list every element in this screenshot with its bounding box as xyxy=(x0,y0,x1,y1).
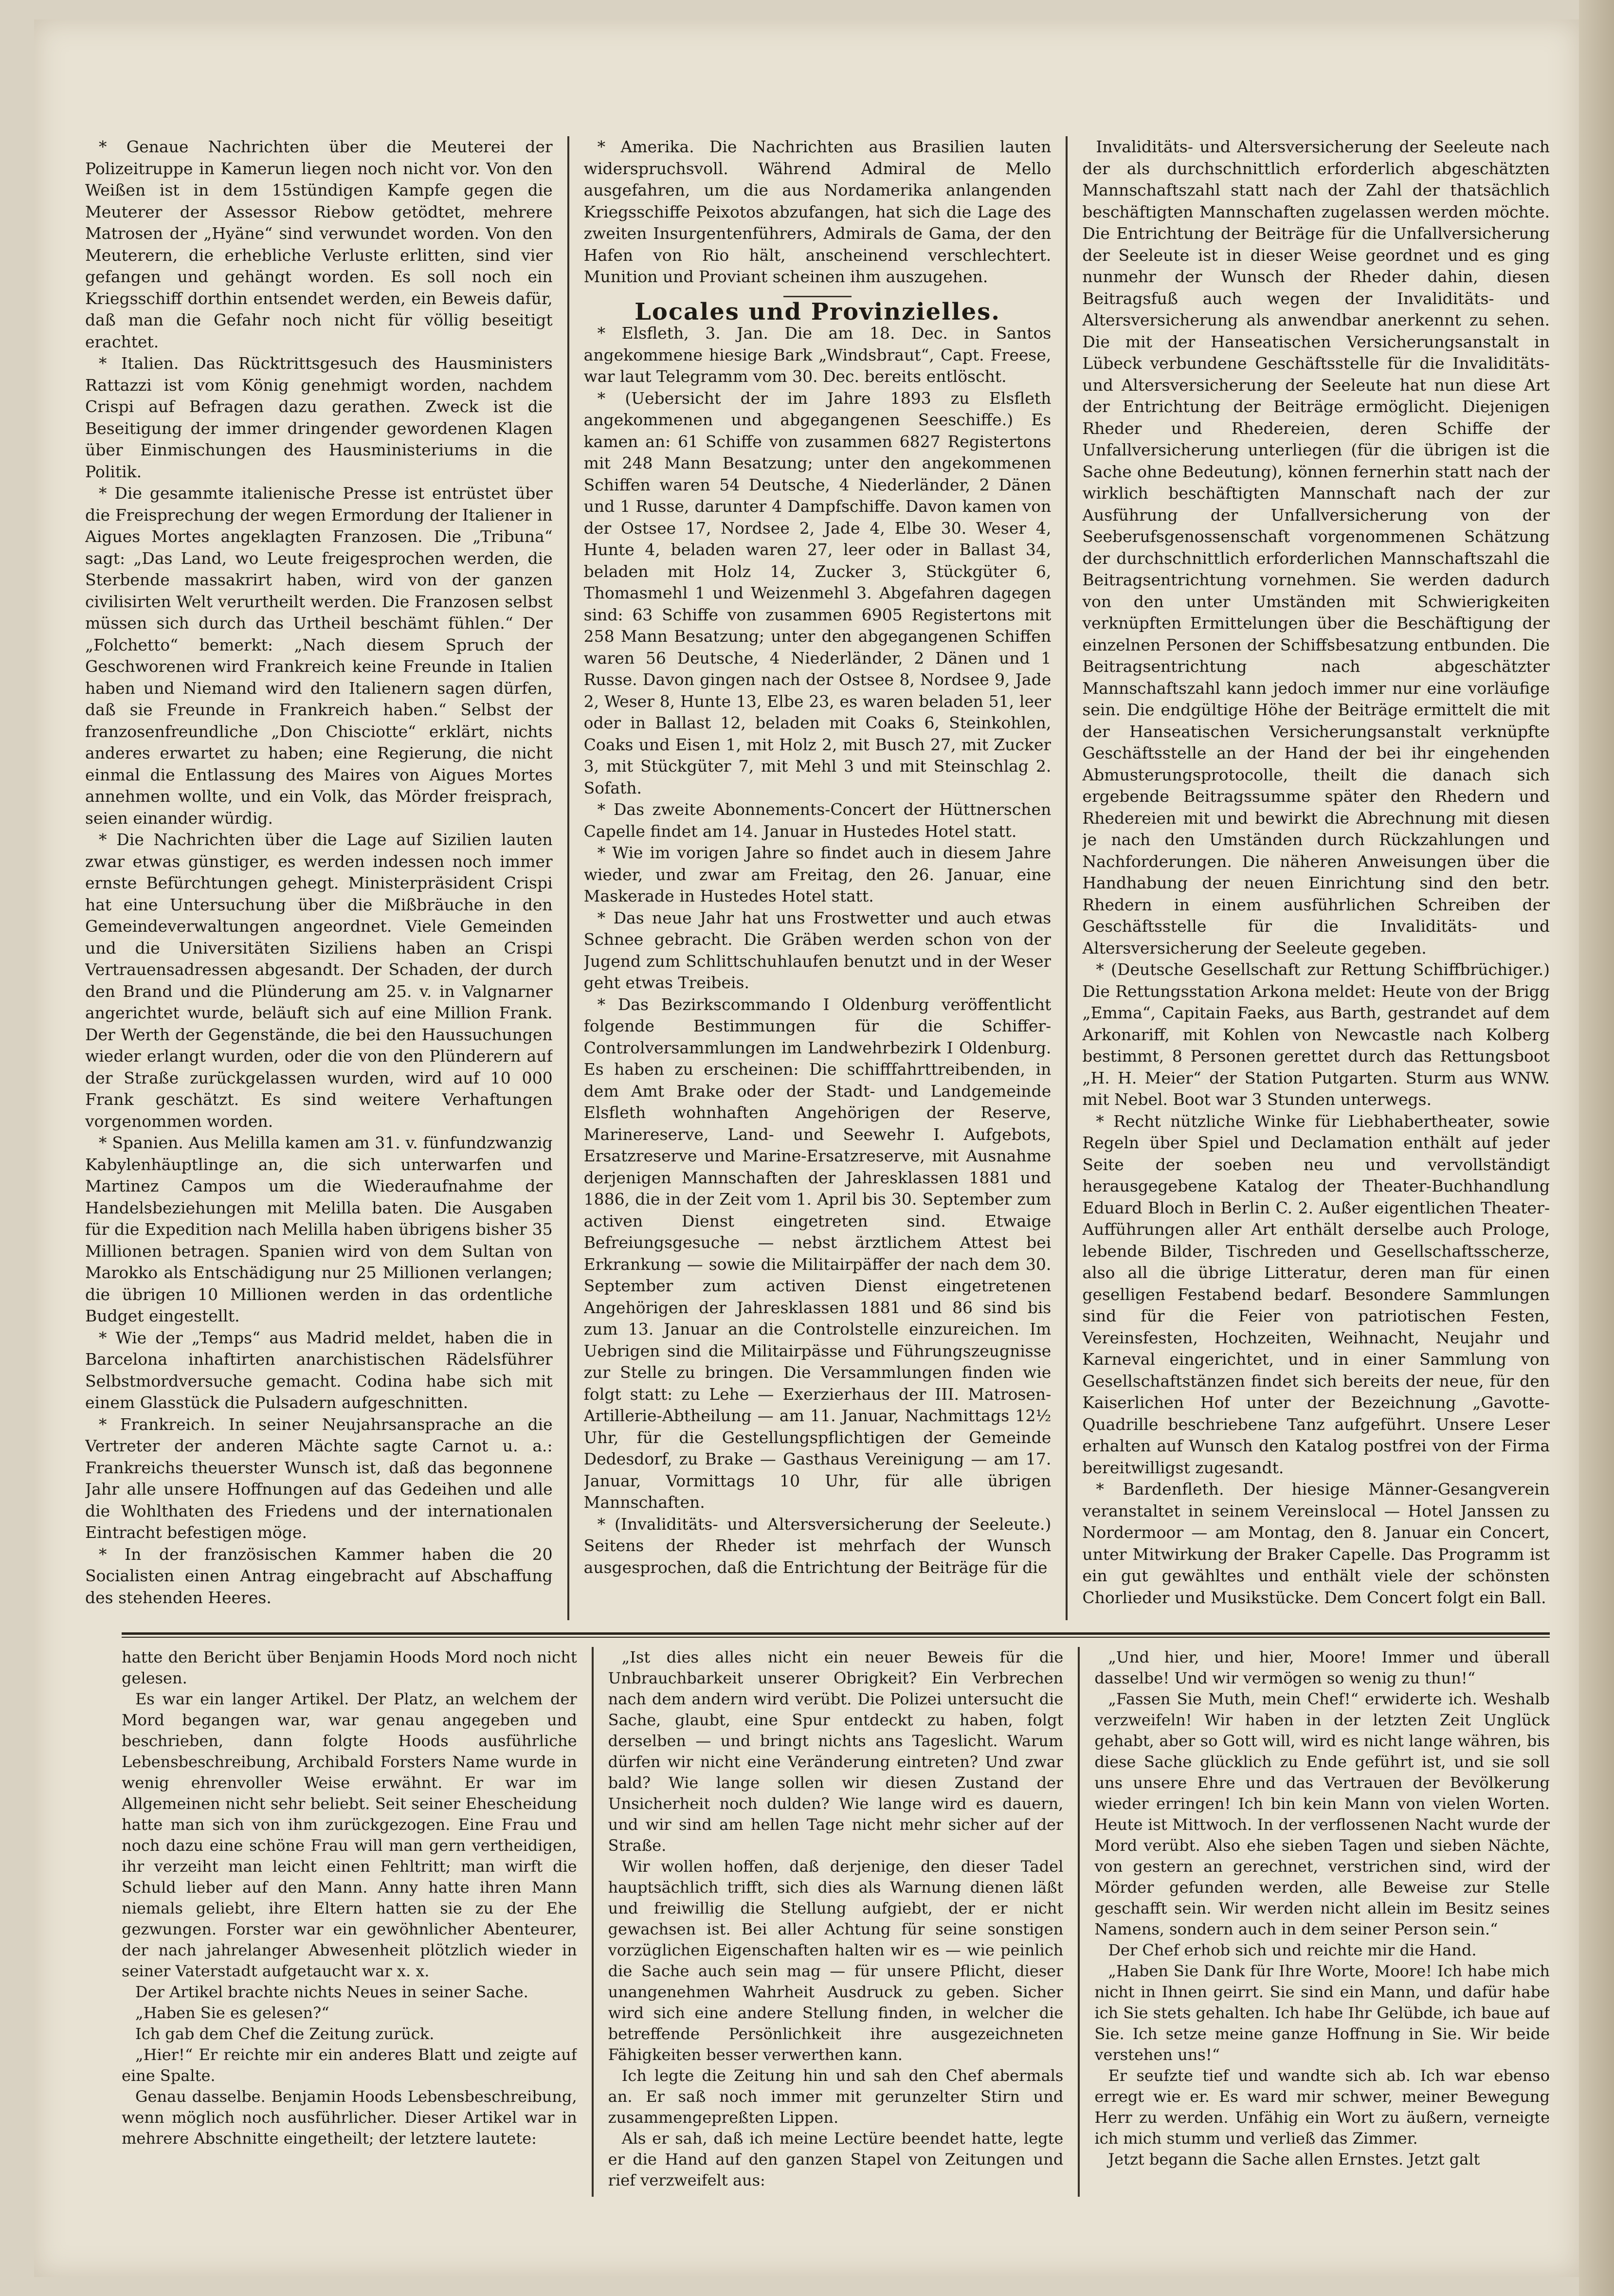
article-frankreich: * Frankreich. In seiner Neujahrsansprache an die Vertreter der anderen Mächte sagte Carnot u. a.: Frankreichs theuerster Wunsch ist, daß das begonnene Jahr alle unsere Hoffnungen auf das Gedeihen und alle die Wohlthaten des Friedens und der internationalen Eintracht befestigen möge. xyxy=(85,1414,553,1542)
column-divider xyxy=(1078,1647,1080,2197)
feuilleton-section xyxy=(122,1647,1550,2197)
article-maskerade: * Wie im vorigen Jahre so findet auch in diesem Jahre wieder, und zwar am Freitag, den 26. Januar, eine Maskerade in Hustedes Hotel statt. xyxy=(583,843,1052,905)
story-paragraph: „Ist dies alles nicht ein neuer Beweis für die Unbrauchbarkeit unserer Obrigkeit? Ein Verbrechen nach dem andern wird verübt. Die Polizei untersucht die Sache, glaubt, eine Spur entdeckt zu haben, folgt derselben — und bringt nichts ans Tageslicht. Warum dürfen wir nicht eine Veränderung eintreten? Und zwar bald? Wie lange sollen wir diesen Zustand der Unsicherheit noch dulden? Wie lange wird es dauern, und wir sind am hellen Tage nicht mehr sicher auf der Straße. xyxy=(608,1648,1064,1855)
story-paragraph: Er seufzte tief und wandte sich ab. Ich war ebenso erregt wie er. Es ward mir schwer, meiner Bewegung Herr zu werden. Unfähig ein Wort zu äußern, verneigte ich mich stumm und verließ das Zimmer. xyxy=(1094,2066,1550,2148)
section-heading: Locales und Provinzielles. xyxy=(635,298,1000,325)
article-sizilien: * Die Nachrichten über die Lage auf Sizilien lauten zwar etwas günstiger, es werden indessen noch immer ernste Befürchtungen gehegt. Ministerpräsident Crispi hat eine Untersuchung über die Mißbräuche in den Gemeindeverwaltungen angeordnet. Viele Gemeinden und die Universitäten Siziliens haben an Crispi Vertrauensadressen abgesandt. Der Schaden, der durch den Brand und die Plünderung am 25. v. in Valgnarner angerichtet wurde, beläuft sich auf eine Million Frank. Der Werth der Gegenstände, die bei den Haussuchungen wieder erlangt wurden, oder die von den Plünderern auf der Straße zurückgelassen wurden, wird auf 10 000 Frank geschätzt. Es sind weitere Verhaftungen vorgenommen worden. xyxy=(85,830,553,1131)
story-paragraph: Jetzt begann die Sache allen Ernstes. Jetzt galt xyxy=(1108,2150,1480,2169)
story-paragraph: „Und hier, und hier, Moore! Immer und überall dasselbe! Und wir vermögen so wenig zu thun!“ xyxy=(1094,1648,1550,1687)
article-rettung: * (Deutsche Gesellschaft zur Rettung Schiffbrüchiger.) Die Rettungsstation Arkona meldet: Heute von der Brigg „Emma“, Capitain Faeks, aus Barth, gestrandet auf dem Arkonariff, mit Kohlen von Newcastle nach Kolberg bestimmt, 8 Personen gerettet durch das Rettungsboot „H. H. Meier“ der Station Putgarten. Sturm aus WNW. mit Nebel. Boot war 3 Stunden unterwegs. xyxy=(1082,960,1550,1109)
article-spanien: * Spanien. Aus Melilla kamen am 31. v. fünfundzwanzig Kabylenhäuptlinge an, die sich unterwarfen und Martinez Campos um die Wiederaufnahme der Handelsbeziehungen mit Melilla baten. Die Ausgaben für die Expedition nach Melilla haben übrigens bisher 35 Millionen betragen. Spanien wird von dem Sultan von Marokko als Entschädigung nur 25 Millionen verlangen; die übrigen 10 Millionen werden in das ordentliche Budget eingestellt. xyxy=(85,1133,553,1325)
article-concert: * Das zweite Abonnements-Concert der Hüttnerschen Capelle findet am 14. Januar in Hustedes Hotel statt. xyxy=(583,800,1052,841)
article-invaliditaet: * (Invaliditäts- und Altersversicherung der Seeleute.) Seitens der Rheder ist mehrfach der Wunsch ausgesprochen, daß die Entrichtung der Beiträge für die xyxy=(583,1514,1052,1577)
page-edge xyxy=(1579,0,1614,2296)
feuilleton-column-3 xyxy=(1094,1647,1550,2197)
story-paragraph: Der Artikel brachte nichts Neues in seiner Sache. xyxy=(135,1983,528,2001)
article-kammer: * In der französischen Kammer haben die 20 Socialisten einen Antrag eingebracht auf Abschaffung des stehenden Heeres. xyxy=(85,1544,553,1607)
article-italian-press: * Die gesammte italienische Presse ist entrüstet über die Freisprechung der wegen Ermordung der Italiener in Aigues Mortes angeklagten Franzosen. Die „Tribuna“ sagt: „Das Land, wo Leute freigesprochen werden, die Sterbende massakrirt haben, wird von der ganzen civilisirten Welt verurtheilt werden. Die Franzosen selbst müssen sich durch das Urtheil beschämt fühlen.“ Der „Folchetto“ bemerkt: „Nach diesem Spruch der Geschworenen wird Frankreich keine Freunde in Italien haben und Niemand wird den Italienern sagen dürfen, daß sie Freunde in Frankreich haben.“ Selbst der franzosenfreundliche „Don Chisciotte“ erklärt, nichts anderes erwartet zu haben; eine Regierung, die nicht einmal die Entlassung des Maires von Aigues Mortes annehmen wollte, und ein Volk, das Mörder freisprach, seien einander würdig. xyxy=(85,484,553,828)
story-paragraph: Es war ein langer Artikel. Der Platz, an welchem der Mord begangen war, war genau angegeben und beschrieben, dann folgte Hoods ausführliche Lebensbeschreibung, Archibald Forsters Name wurde in wenig ehrenvoller Weise erwähnt. Er war im Allgemeinen nicht sehr beliebt. Seit seiner Ehescheidung hatte man sich von ihm zurückgezogen. Eine Frau und noch dazu eine schöne Frau will man gern vertheidigen, ihr verzeiht man leicht einen Fehltritt; man wirft die Schuld lieber auf den Mann. Anny hatte ihren Mann niemals geliebt, ihre Eltern hatten sie zu der Ehe gezwungen. Forster war ein gewöhnlicher Abenteurer, der nach jahrelanger Abwesenheit plötzlich wieder in seiner Vaterstadt aufgetaucht war x. x. xyxy=(122,1690,577,1980)
story-paragraph: Ich legte die Zeitung hin und sah den Chef abermals an. Er saß noch immer mit gerunzelter Stirn und zusammengepreßten Lippen. xyxy=(608,2066,1064,2127)
feuilleton-column-2 xyxy=(608,1647,1064,2197)
column-local-news xyxy=(584,136,1052,1620)
story-paragraph: Genau dasselbe. Benjamin Hoods Lebensbeschreibung, wenn möglich noch ausführlicher. Dieser Artikel war in mehrere Abschnitte eingetheilt; der letztere lautete: xyxy=(122,2087,577,2148)
feuilleton-column-1 xyxy=(122,1647,577,2197)
news-section xyxy=(85,136,1550,1620)
article-elsfleth: * Elsfleth, 3. Jan. Die am 18. Dec. in Santos angekommene hiesige Bark „Windsbraut“, Capt. Freese, war laut Telegramm vom 30. Dec. bereits entlöscht. xyxy=(583,324,1052,386)
article-temps: * Wie der „Temps“ aus Madrid meldet, haben die in Barcelona inhaftirten anarchistischen Rädelsführer Selbstmordversuche gemacht. Codina habe sich mit einem Glasstück die Pulsadern aufgeschnitten. xyxy=(85,1328,553,1412)
article-invaliditaet-cont: Invaliditäts- und Altersversicherung der Seeleute nach der als durchschnittlich erforderlich abgeschätzten Mannschaftszahl statt nach der Zahl der thatsächlich beschäftigten Mannschaften zugelassen werden möchte. Die Entrichtung der Beiträge für die Unfallversicherung der Seeleute ist in dieser Weise geordnet und es ging nunmehr der Wunsch der Rheder dahin, diesen Beitragsfuß auch wegen der Invaliditäts- und Altersversicherung als anwendbar anerkennt zu sehen. Die mit der Hanseatischen Versicherungsanstalt in Lübeck verbundene Geschäftsstelle für die Invaliditäts- und Altersversicherung der Seeleute hat nun diese Art der Entrichtung der Beiträge ermöglicht. Diejenigen Rheder und Rhedereien, deren Schiffe der Unfallversicherung unterliegen (für die übrigen ist die Sache ohne Bedeutung), können fernerhin statt nach der wirklich beschäftigten Mannschaft nach der zur Ausführung der Unfallversicherung von der Seeberufsgenossenschaft vorgenommenen Schätzung der durchschnittlich erforderlichen Mannschaftszahl die Beitragsentrichtung vornehmen. Sie werden dadurch von den unter Umständen mit Schwierigkeiten verknüpften Ermittelungen über die Beschäftigung der einzelnen Personen der Schiffsbesatzung entbunden. Die Beitragsentrichtung nach abgeschätzter Mannschaftszahl kann jedoch immer nur eine vorläufige sein. Die endgültige Höhe der Beiträge ermittelt die mit der Hanseatischen Versicherungsanstalt verknüpfte Geschäftsstelle an der Hand der bei ihr eingehenden Abmusterungsprotocolle, theilt die danach sich ergebende Beitragssumme später den Rhedern und Rhedereien mit und bewirkt die Abrechnung mit diesen je nach den Umständen durch Rückzahlungen und Nachforderungen. Die näheren Anweisungen über die Handhabung der neuen Einrichtung sind den betr. Rhedern in einem ausführlichen Schreiben der Geschäftsstelle für die Invaliditäts- und Altersversicherung der Seeleute gegeben. xyxy=(1082,137,1550,958)
article-italien: * Italien. Das Rücktrittsgesuch des Hausministers Rattazzi ist vom König genehmigt worden, nachdem Crispi auf Befragen dazu gerathen. Zweck ist die Beseitigung der immer dringender gewordenen Klagen über Einmischungen des Hausministeriums in die Politik. xyxy=(85,354,553,481)
feuilleton-divider xyxy=(122,1632,1550,1638)
column-divider xyxy=(1066,136,1068,1620)
article-amerika: * Amerika. Die Nachrichten aus Brasilien lauten widerspruchsvoll. Während Admiral de Mello ausgefahren, um die aus Nordamerika anlangenden Kriegsschiffe Peixotos abzufangen, hat sich die Lage des zweiten Insurgentenführers, Admirals de Gama, der den Hafen von Rio hält, anscheinend verschlechtert. Munition und Proviant scheinen ihm auszugehen. xyxy=(583,137,1052,286)
article-kamerun: * Genaue Nachrichten über die Meuterei der Polizeitruppe in Kamerun liegen noch nicht vor. Von den Weißen ist in dem 15stündigen Kampfe gegen die Meuterer der Assessor Riebow getödtet, mehrere Matrosen der „Hyäne“ sind verwundet worden. Von den Meuterern, die erhebliche Verluste erlitten, sind vier gefangen und gehängt worden. Es soll noch ein Kriegsschiff dorthin entsendet werden, ein Beweis dafür, daß man die Gefahr noch nicht für völlig beseitigt erachtet. xyxy=(85,137,553,351)
section-divider xyxy=(783,296,852,297)
column-divider xyxy=(592,1647,594,2197)
story-paragraph: Ich gab dem Chef die Zeitung zurück. xyxy=(135,2025,435,2043)
column-local-news-cont xyxy=(1082,136,1550,1620)
article-theater: * Recht nützliche Winke für Liebhabertheater, sowie Regeln über Spiel und Declamation enthält auf jeder Seite der soeben neu und vervollständigt herausgegebene Katalog der Theater-Buchhandlung Eduard Bloch in Berlin C. 2. Außer eigentlichen Theater-Aufführungen aller Art enthält derselbe auch Prologe, lebende Bilder, Tischreden und Gesellschaftsscherze, also all die übrige Litteratur, deren man für einen geselligen Festabend bedarf. Besondere Sammlungen sind für die Feier von patriotischen Festen, Vereinsfesten, Hochzeiten, Weihnacht, Neujahr und Karneval eingerichtet, und in einer Sammlung von Gesellschaftstänzen findet sich bereits der neue, für den Kaiserlichen Hof unter der Bezeichnung „Gavotte-Quadrille beschriebene Tanz aufgeführt. Unsere Leser erhalten auf Wunsch den Katalog postfrei von der Firma bereitwilligst zugesandt. xyxy=(1082,1111,1550,1477)
column-foreign-news xyxy=(85,136,553,1620)
story-paragraph: Der Chef erhob sich und reichte mir die Hand. xyxy=(1108,1941,1477,1959)
story-paragraph: Als er sah, daß ich meine Lectüre beendet hatte, legte er die Hand auf den ganzen Stapel von Zeitungen und rief verzweifelt aus: xyxy=(608,2129,1064,2189)
story-paragraph: „Hier!“ Er reichte mir ein anderes Blatt und zeigte auf eine Spalte. xyxy=(122,2045,577,2085)
story-paragraph: „Fassen Sie Muth, mein Chef!“ erwiderte ich. Weshalb verzweifeln! Wir haben in der letzten Zeit Unglück gehabt, aber so Gott will, wird es nicht lange währen, bis diese Sache glücklich zu Ende geführt ist, und sie soll uns unsere Ehre und das Vertrauen der Bevölkerung wieder erringen! Ich bin kein Mann von vielen Worten. Heute ist Mittwoch. In der verflossenen Nacht wurde der Mord verübt. Also ehe sieben Tagen und sieben Nächte, von gestern an gerechnet, verstrichen sind, wird der Mörder gefunden werden, alle Beweise zur Stelle geschafft sein. Wir werden nicht allein im Besitz seines Namens, sondern auch in dem seiner Person sein.“ xyxy=(1094,1690,1550,1938)
story-paragraph: Wir wollen hoffen, daß derjenige, den dieser Tadel hauptsächlich trifft, sich dies als Warnung dienen läßt und freiwillig die Stellung aufgiebt, der er nicht gewachsen ist. Bei aller Achtung für seine sonstigen vorzüglichen Eigenschaften halten wir es — wie peinlich die Sache auch sein mag — für unsere Pflicht, dieser unangenehmen Wahrheit Ausdruck zu geben. Sicher wird sich eine andere Stellung finden, in welcher die betreffende Persönlichkeit ihre ausgezeichneten Fähigkeiten besser verwerthen kann. xyxy=(608,1857,1064,2064)
article-shipping-overview: * (Uebersicht der im Jahre 1893 zu Elsfleth angekommenen und abgegangenen Seeschiffe.) Es kamen an: 61 Schiffe von zusammen 6827 Registertons mit 248 Mann Besatzung; unter den angekommenen Schiffen waren 54 Deutsche, 4 Niederländer, 2 Dänen und 1 Russe, darunter 4 Dampfschiffe. Davon kamen von der Ostsee 17, Nordsee 2, Jade 4, Elbe 30. Weser 4, Hunte 4, beladen waren 27, leer oder in Ballast 34, beladen mit Holz 14, Zucker 3, Stückgüter 6, Thomasmehl 1 und Weizenmehl 3. Abgefahren dagegen sind: 63 Schiffe von zusammen 6905 Registertons mit 258 Mann Besatzung; unter den abgegangenen Schiffen waren 56 Deutsche, 4 Niederländer, 2 Dänen und 1 Russe. Davon gingen nach der Ostsee 8, Nordsee 9, Jade 2, Weser 8, Hunte 13, Elbe 23, es waren beladen 51, leer oder in Ballast 12, beladen mit Coaks 6, Steinkohlen, Coaks und Eisen 1, mit Holz 2, mit Busch 27, mit Zucker 3, mit Stückgüter 7, mit Mehl 3 und mit Steinschlag 2. Sofath. xyxy=(583,388,1052,797)
story-paragraph: „Haben Sie Dank für Ihre Worte, Moore! Ich habe mich nicht in Ihnen geirrt. Sie sind ein Mann, und dafür habe ich Sie stets gehalten. Ich habe Ihr Gelübde, ich baue auf Sie. Ich setze meine ganze Hoffnung in Sie. Wir beide verstehen uns!“ xyxy=(1094,1962,1550,2064)
article-weather: * Das neue Jahr hat uns Frostwetter und auch etwas Schnee gebracht. Die Gräben werden schon von der Jugend zum Schlittschuhlaufen benutzt und in der Weser geht etwas Treibeis. xyxy=(583,908,1052,992)
column-divider xyxy=(567,136,569,1620)
article-bardenfleth: * Bardenfleth. Der hiesige Männer-Gesangverein veranstaltet in seinem Vereinslocal — Hotel Janssen zu Nordermoor — am Montag, den 8. Januar ein Concert, unter Mitwirkung der Braker Capelle. Das Programm ist ein gut gewähltes und enthält viele der schönsten Chorlieder und Musikstücke. Dem Concert folgt ein Ball. xyxy=(1082,1480,1550,1607)
story-paragraph: „Haben Sie es gelesen?“ xyxy=(135,2004,329,2022)
story-paragraph: hatte den Bericht über Benjamin Hoods Mord noch nicht gelesen. xyxy=(122,1648,577,1687)
article-bezirkscommando: * Das Bezirkscommando I Oldenburg veröffentlicht folgende Bestimmungen für die Schiffer-Controlversammlungen im Landwehrbezirk I Oldenburg. Es haben zu erscheinen: Die schifffahrttreibenden, in dem Amt Brake oder der Stadt- und Landgemeinde Elsfleth wohnhaften Angehörigen der Reserve, Marinereserve, Land- und Seewehr I. Aufgebots, Ersatzreserve und Marine-Ersatzreserve, mit Ausnahme derjenigen Mannschaften der Jahresklassen 1881 und 1886, die in der Zeit vom 1. April bis 30. September zum activen Dienst eingetreten sind. Etwaige Befreiungsgesuche — nebst ärztlichem Attest bei Erkrankung — sowie die Militairpäffer der nach dem 30. September zum activen Dienst eingetretenen Angehörigen der Jahresklassen 1881 und 86 sind bis zum 13. Januar an die Controlstelle einzureichen. Im Uebrigen sind die Militairpässe und Führungszeugnisse zur Stelle zu bringen. Die Versammlungen finden wie folgt statt: zu Lehe — Exerzierhaus der III. Matrosen-Artillerie-Abtheilung — am 11. Januar, Nachmittags 12½ Uhr, für die Gestellungspflichtigen der Gemeinde Dedesdorf, zu Brake — Gasthaus Vereinigung — am 17. Januar, Vormittags 10 Uhr, für alle übrigen Mannschaften. xyxy=(583,994,1052,1512)
